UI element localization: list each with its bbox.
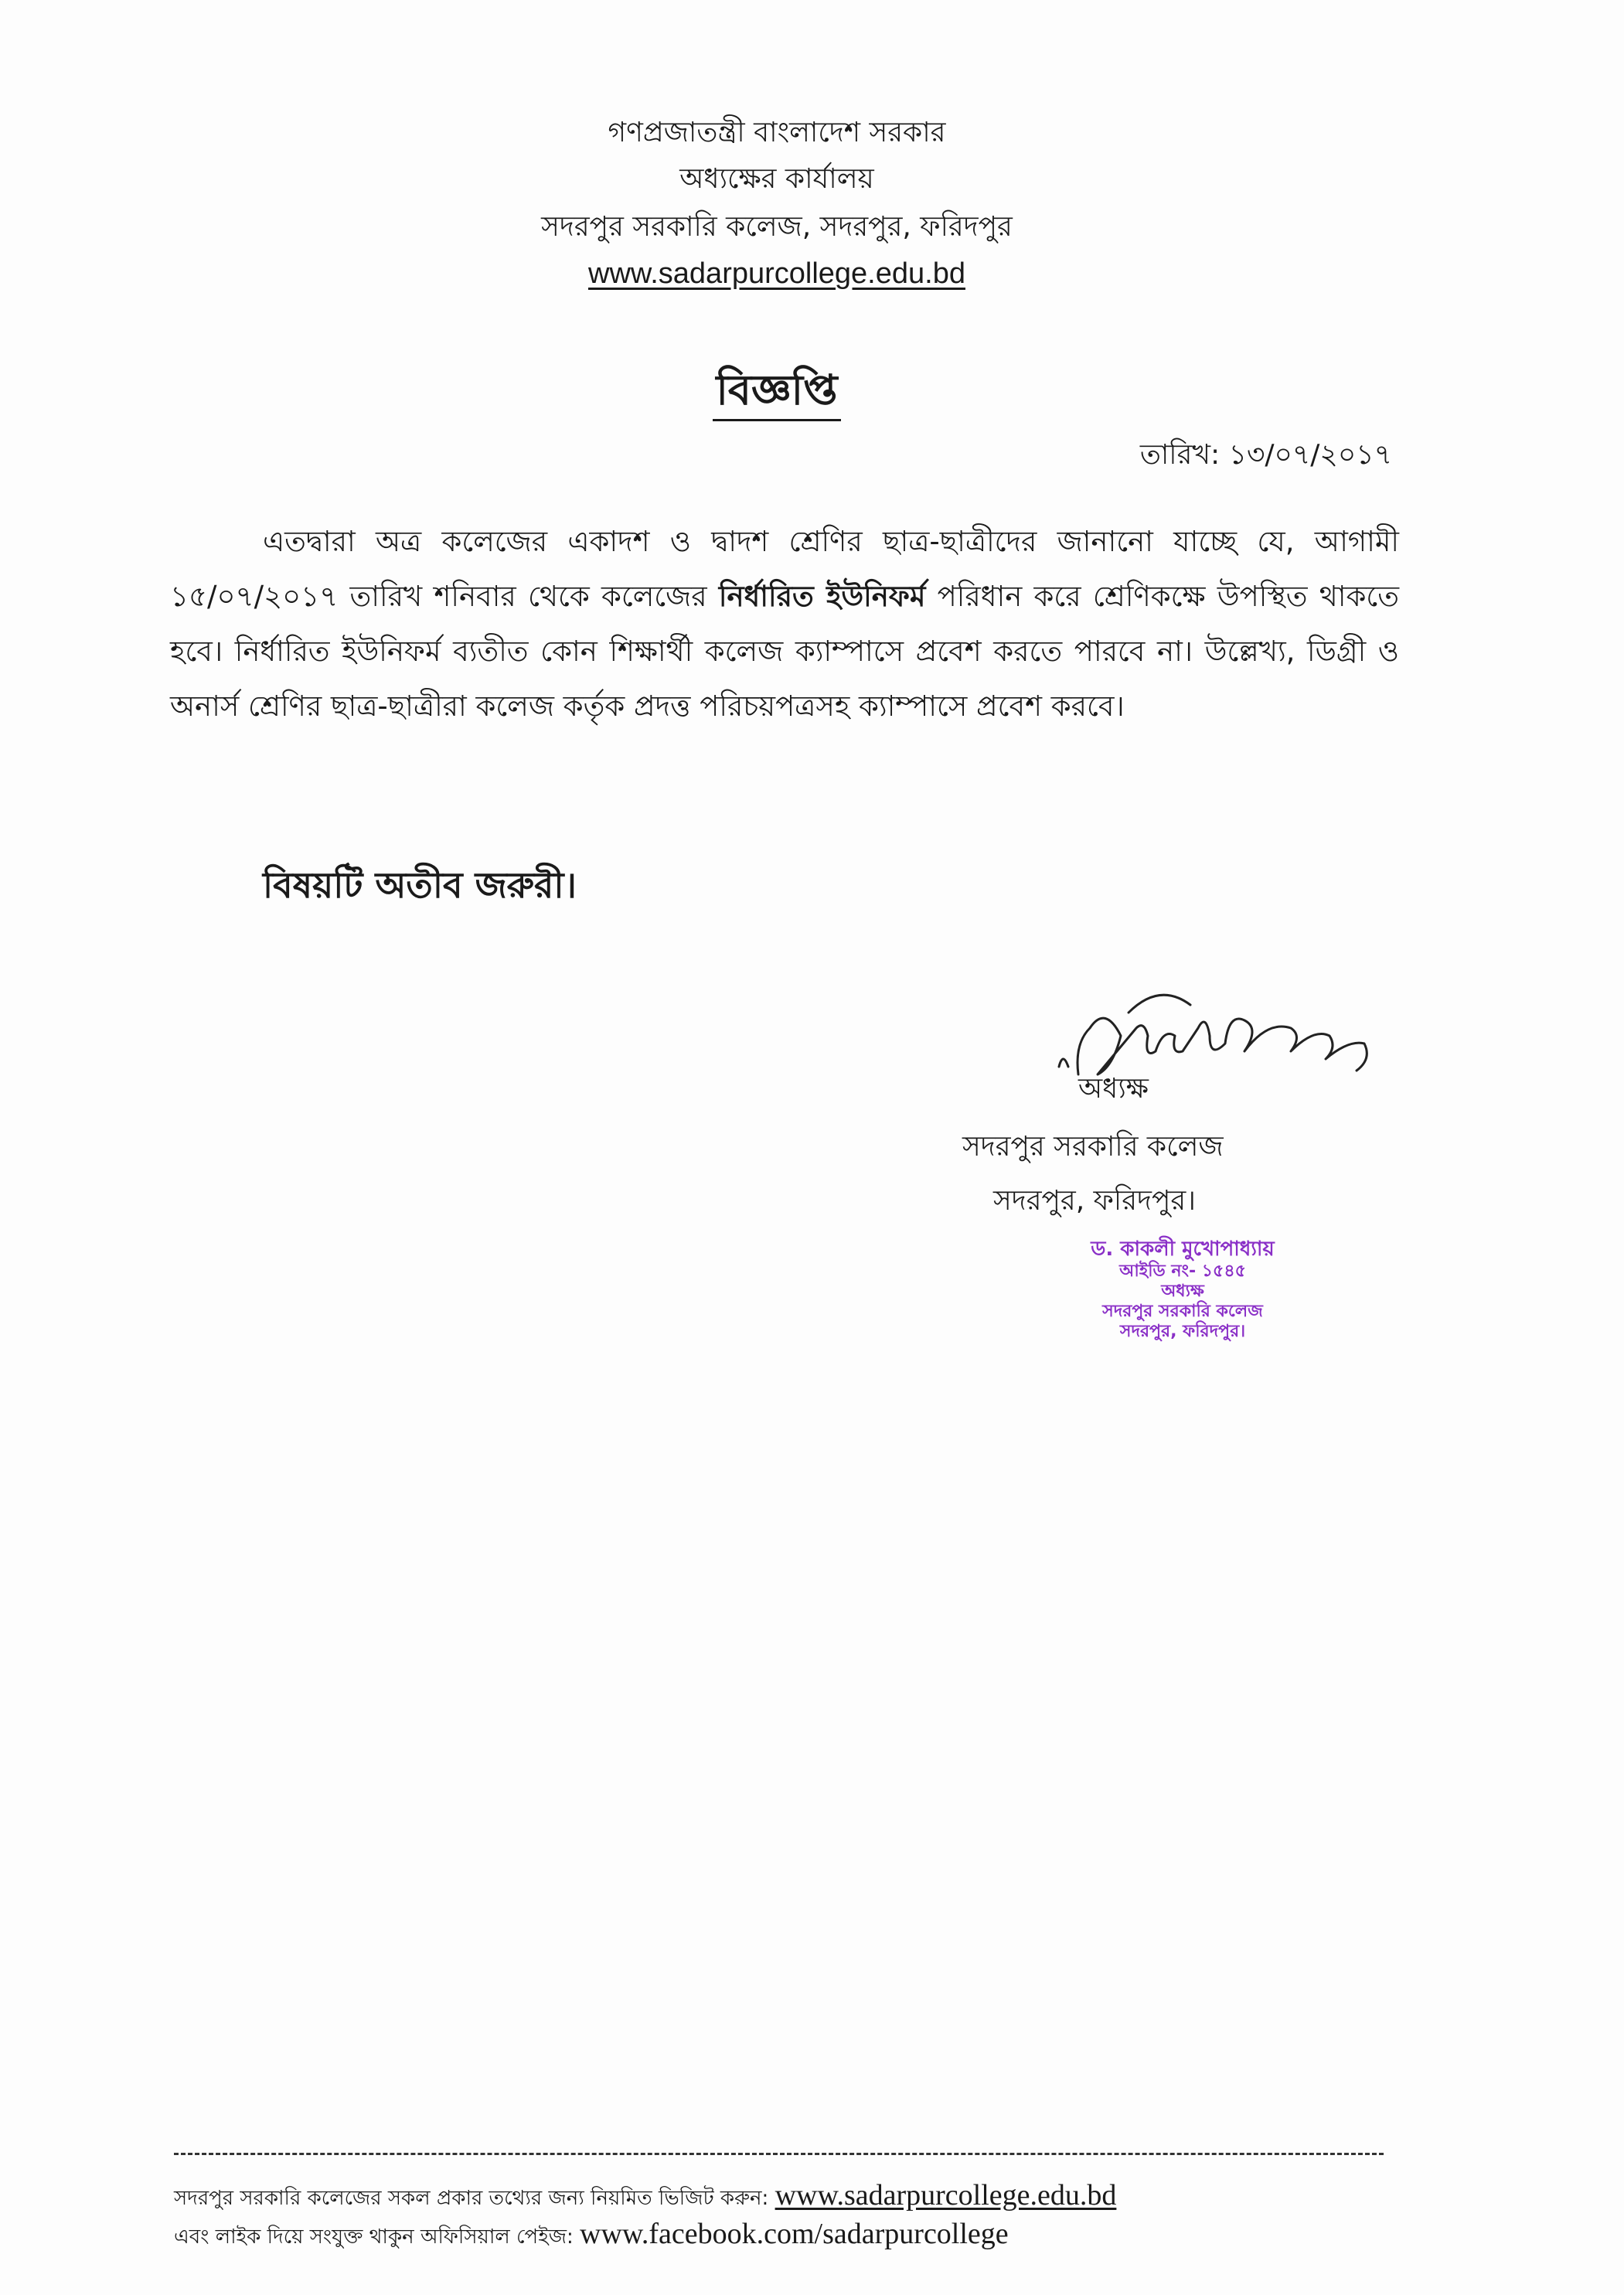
college-website-link[interactable]: www.sadarpurcollege.edu.bd bbox=[588, 257, 965, 290]
footer-facebook-label: এবং লাইক দিয়ে সংযুক্ত থাকুন অফিসিয়াল পেইজ: bbox=[174, 2225, 580, 2249]
footer-facebook-line bbox=[174, 2218, 1009, 2252]
notice-body-part2: পরিধান করে শ্রেণিকক্ষে উপস্থিত থাকতে হবে। নির্ধারিত ইউনিফর্ম ব্যতীত কোন শিক্ষার্থী কলেজ ক্যাম্পাসে প্রবেশ করতে পারবে না। উল্লেখ্য, ডিগ্রী ও অনার্স শ্রেণির ছাত্র-ছাত্রীরা কলেজ কর্তৃক প্রদত্ত পরিচয়পত্রসহ ক্যাম্পাসে প্রবেশ করবে। bbox=[170, 580, 1399, 723]
notice-body-part1: এতদ্বারা অত্র কলেজের একাদশ ও দ্বাদশ শ্রেণির ছাত্র-ছাত্রীদের জানানো যাচ্ছে যে, আগামী ১৫/০৭/২০১৭ তারিখ শনিবার থেকে কলেজের bbox=[170, 525, 1400, 613]
notice-title bbox=[0, 363, 1554, 421]
government-name: গণপ্রজাতন্ত্রী বাংলাদেশ সরকার bbox=[608, 117, 946, 148]
footer-website-label: সদরপুর সরকারি কলেজের সকল প্রকার তথ্যের জন্য নিয়মিত ভিজিট করুন: bbox=[174, 2187, 775, 2210]
signatory-place: সদরপুর, ফরিদপুর। bbox=[993, 1185, 1197, 1217]
seal-name: ড. কাকলী মুখোপাধ্যায় bbox=[1091, 1238, 1275, 1261]
office-name: অধ্যক্ষের কার্যালয় bbox=[679, 163, 874, 195]
official-seal bbox=[1013, 1237, 1353, 1342]
signatory-role: অধ্যক্ষ bbox=[1078, 1073, 1149, 1105]
college-address: সদরপুর সরকারি কলেজ, সদরপুর, ফরিদপুর bbox=[541, 211, 1013, 243]
notice-title-text: বিজ্ঞপ্তি bbox=[713, 363, 840, 421]
seal-role: অধ্যক্ষ bbox=[1161, 1282, 1204, 1301]
urgent-note: বিষয়টি অতীব জরুরী। bbox=[263, 864, 577, 906]
footer-facebook-link[interactable]: www.facebook.com/sadarpurcollege bbox=[580, 2218, 1009, 2250]
notice-body bbox=[170, 514, 1399, 734]
signatory-college: সদরপুর সরকারি কলেজ bbox=[962, 1131, 1224, 1163]
footer-website-link[interactable]: www.sadarpurcollege.edu.bd bbox=[775, 2179, 1117, 2212]
footer-website-line bbox=[174, 2180, 1116, 2214]
notice-body-bold: নির্ধারিত ইউনিফর্ম bbox=[718, 580, 926, 613]
seal-id: আইডি নং- ১৫৪৫ bbox=[1119, 1262, 1246, 1281]
footer-divider bbox=[174, 2153, 1384, 2155]
seal-place: সদরপুর, ফরিদপুর। bbox=[1119, 1322, 1246, 1341]
notice-date: তারিখ: ১৩/০৭/২০১৭ bbox=[1139, 439, 1392, 471]
seal-college: সদরপুর সরকারি কলেজ bbox=[1102, 1302, 1263, 1321]
